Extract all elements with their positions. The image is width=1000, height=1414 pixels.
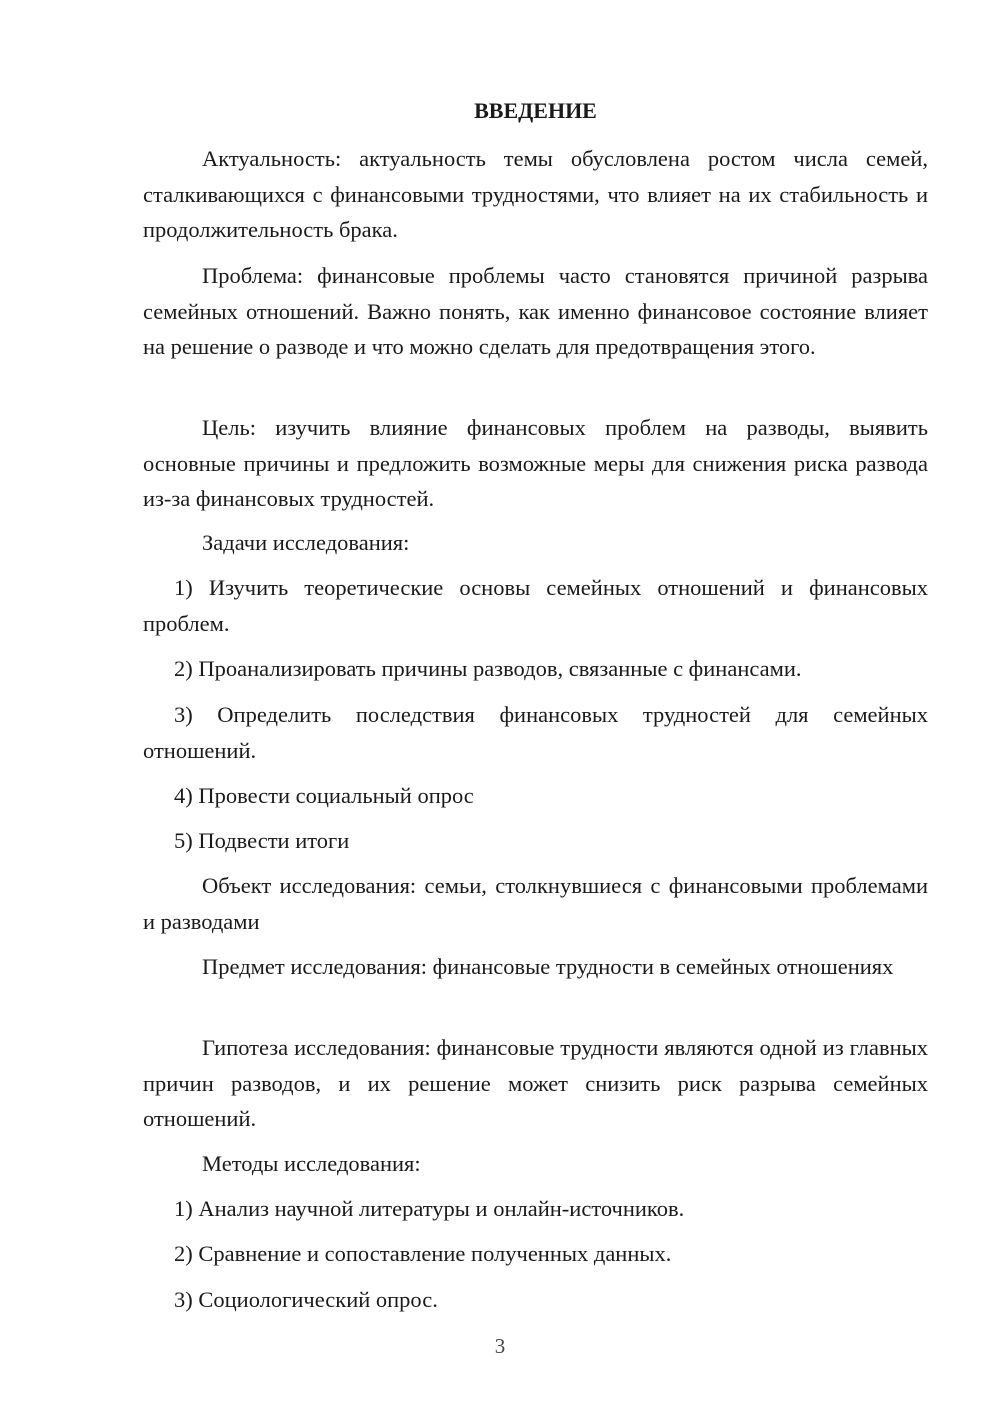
task-item: 1) Изучить теоретические основы семейных отношений и финансовых проблем. bbox=[143, 575, 928, 636]
method-item: 3) Социологический опрос. bbox=[174, 1287, 438, 1312]
task-item: 5) Подвести итоги bbox=[174, 828, 350, 853]
tasks-heading: Задачи исследования: bbox=[202, 530, 410, 555]
problem-paragraph: Проблема: финансовые проблемы часто становятся причиной разрыва семейных отношений. Важно понять, как именно финансовое состояние влияет на решение о разводе и что можно сделать для предотвращения этого. bbox=[143, 263, 928, 359]
section-title: ВВЕДЕНИЕ bbox=[474, 98, 597, 123]
goal-paragraph: Цель: изучить влияние финансовых проблем на разводы, выявить основные причины и предложить возможные меры для снижения риска развода из-за финансовых трудностей. bbox=[143, 415, 928, 511]
task-item: 2) Проанализировать причины разводов, связанные с финансами. bbox=[174, 656, 802, 681]
page-number: 3 bbox=[494, 1334, 506, 1358]
method-item: 1) Анализ научной литературы и онлайн-источников. bbox=[174, 1196, 685, 1221]
methods-heading: Методы исследования: bbox=[202, 1151, 421, 1176]
task-item: 4) Провести социальный опрос bbox=[174, 783, 474, 808]
hypothesis-paragraph: Гипотеза исследования: финансовые трудности являются одной из главных причин разводов, и их решение может снизить риск разрыва семейных отношений. bbox=[143, 1035, 928, 1131]
object-paragraph: Объект исследования: семьи, столкнувшиеся с финансовыми проблемами и разводами bbox=[143, 873, 928, 934]
method-item: 2) Сравнение и сопоставление полученных данных. bbox=[174, 1241, 672, 1266]
relevance-paragraph: Актуальность: актуальность темы обусловлена ростом числа семей, сталкивающихся с финансовыми трудностями, что влияет на их стабильность и продолжительность брака. bbox=[143, 146, 928, 242]
subject-paragraph: Предмет исследования: финансовые трудности в семейных отношениях bbox=[202, 954, 894, 979]
task-item: 3) Определить последствия финансовых трудностей для семейных отношений. bbox=[143, 702, 928, 763]
